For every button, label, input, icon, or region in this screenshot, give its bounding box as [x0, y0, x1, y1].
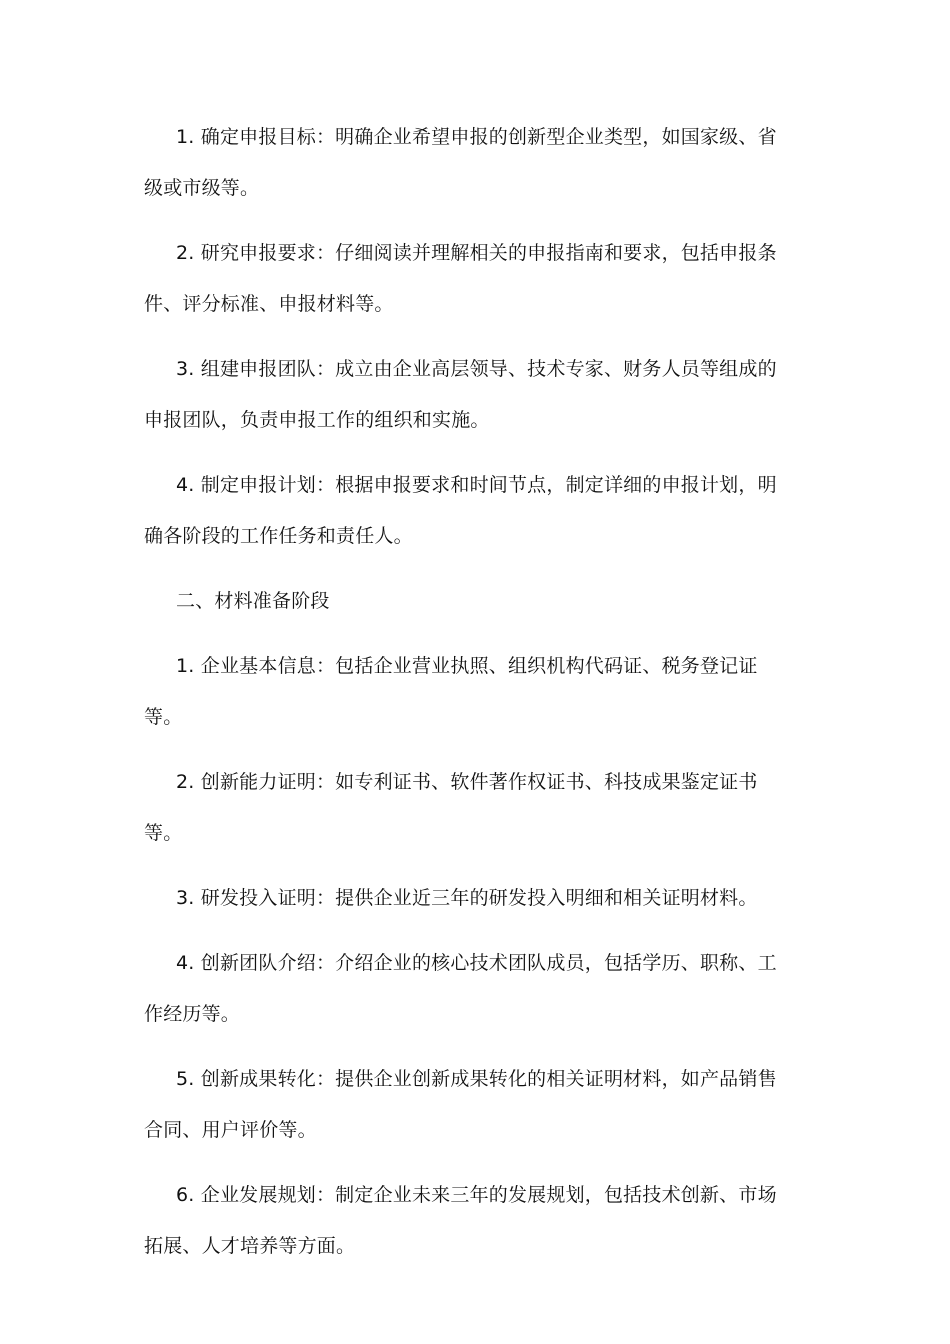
- paragraph-achievement-transfer: 5. 创新成果转化：提供企业创新成果转化的相关证明材料，如产品销售合同、用户评价等。: [144, 1068, 777, 1141]
- paragraph-plan: 4. 制定申报计划：根据申报要求和时间节点，制定详细的申报计划，明确各阶段的工作任务和责任人。: [144, 474, 777, 547]
- paragraph-rd-investment: 3. 研发投入证明：提供企业近三年的研发投入明细和相关证明材料。: [176, 887, 758, 909]
- paragraph-innovation-team: 4. 创新团队介绍：介绍企业的核心技术团队成员，包括学历、职称、工作经历等。: [144, 952, 777, 1025]
- paragraph-goal: 1. 确定申报目标：明确企业希望申报的创新型企业类型，如国家级、省级或市级等。: [144, 126, 777, 199]
- paragraph-requirements: 2. 研究申报要求：仔细阅读并理解相关的申报指南和要求，包括申报条件、评分标准、申报材料等。: [144, 242, 777, 315]
- section-heading-materials: 二、材料准备阶段: [176, 590, 330, 612]
- paragraph-development-plan: 6. 企业发展规划：制定企业未来三年的发展规划，包括技术创新、市场拓展、人才培养等方面。: [144, 1184, 777, 1257]
- document-body: [144, 112, 794, 1286]
- paragraph-innovation-proof: 2. 创新能力证明：如专利证书、软件著作权证书、科技成果鉴定证书等。: [144, 771, 758, 844]
- paragraph-team: 3. 组建申报团队：成立由企业高层领导、技术专家、财务人员等组成的申报团队，负责申报工作的组织和实施。: [144, 358, 777, 431]
- paragraph-basic-info: 1. 企业基本信息：包括企业营业执照、组织机构代码证、税务登记证等。: [144, 655, 758, 728]
